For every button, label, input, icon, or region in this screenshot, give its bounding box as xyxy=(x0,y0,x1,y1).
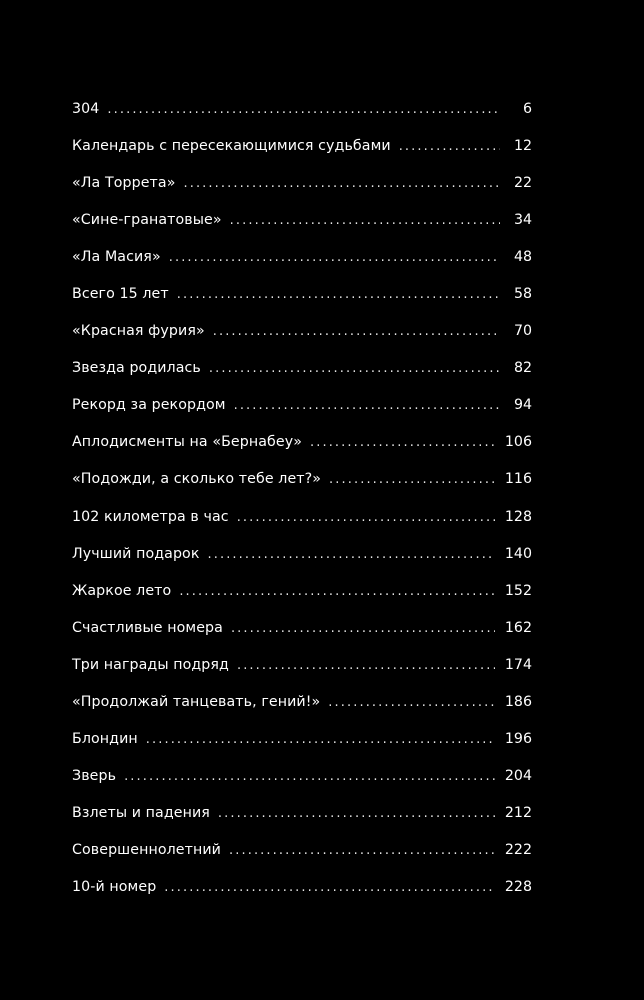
toc-entry-title: Совершеннолетний xyxy=(72,841,222,858)
toc-dot-leader xyxy=(183,172,500,196)
toc-entry-title: Три награды подряд xyxy=(72,656,229,673)
toc-dot-leader xyxy=(107,98,500,122)
toc-entry xyxy=(72,579,532,616)
toc-dot-leader xyxy=(230,209,500,233)
toc-entry xyxy=(72,505,532,542)
toc-entry-page: 116 xyxy=(504,471,532,488)
toc-entry xyxy=(72,801,532,838)
toc-dot-leader xyxy=(179,580,495,604)
toc-entry xyxy=(72,282,532,319)
toc-dot-leader xyxy=(209,357,500,381)
toc-entry-title: «Ла Торрета» xyxy=(72,175,176,192)
toc-dot-leader xyxy=(237,506,495,530)
toc-entry-page: 152 xyxy=(504,582,532,599)
toc-entry-page: 94 xyxy=(513,397,532,414)
toc-entry-page: 12 xyxy=(513,138,532,155)
toc-entry xyxy=(72,653,532,690)
toc-entry-title: «Продолжай танцевать, гений!» xyxy=(72,693,321,710)
toc-dot-leader xyxy=(329,468,495,492)
toc-entry xyxy=(72,171,532,208)
toc-entry-title: Аплодисменты на «Бернабеу» xyxy=(72,434,302,451)
toc-entry-page: 174 xyxy=(504,656,532,673)
toc-entry-title: Жаркое лето xyxy=(72,582,172,599)
toc-dot-leader xyxy=(177,283,500,307)
toc-entry xyxy=(72,616,532,653)
toc-entry-title: Лучший подарок xyxy=(72,545,200,562)
toc-dot-leader xyxy=(328,691,495,715)
toc-dot-leader xyxy=(208,543,495,567)
toc-entry xyxy=(72,208,532,245)
toc-dot-leader xyxy=(237,654,495,678)
toc-dot-leader xyxy=(169,246,500,270)
toc-entry xyxy=(72,727,532,764)
toc-entry-title: «Сине-гранатовые» xyxy=(72,212,222,229)
toc-entry xyxy=(72,393,532,430)
toc-entry-title: «Подожди, а сколько тебе лет?» xyxy=(72,471,322,488)
toc-dot-leader xyxy=(213,320,500,344)
toc-dot-leader xyxy=(234,394,500,418)
toc-entry xyxy=(72,245,532,282)
toc-dot-leader xyxy=(399,135,500,159)
toc-entry-page: 58 xyxy=(513,286,532,303)
toc-entry-page: 34 xyxy=(513,212,532,229)
toc-entry-page: 106 xyxy=(504,434,532,451)
toc-entry xyxy=(72,356,532,393)
toc-entry-page: 128 xyxy=(504,508,532,525)
toc-entry-title: 10-й номер xyxy=(72,878,157,895)
toc-entry-page: 228 xyxy=(504,878,532,895)
toc-entry-page: 196 xyxy=(504,730,532,747)
toc-entry xyxy=(72,542,532,579)
toc-dot-leader xyxy=(124,765,495,789)
toc-dot-leader xyxy=(164,876,495,900)
table-of-contents xyxy=(72,97,532,912)
toc-dot-leader xyxy=(231,617,495,641)
toc-entry xyxy=(72,690,532,727)
toc-entry xyxy=(72,97,532,134)
toc-entry-title: Всего 15 лет xyxy=(72,286,169,303)
toc-entry-title: «Красная фурия» xyxy=(72,323,205,340)
toc-entry-page: 140 xyxy=(504,545,532,562)
toc-entry-title: Зверь xyxy=(72,767,117,784)
toc-entry-title: Звезда родилась xyxy=(72,360,201,377)
toc-dot-leader xyxy=(146,728,495,752)
toc-entry-title: 102 километра в час xyxy=(72,508,229,525)
toc-entry xyxy=(72,764,532,801)
toc-entry-title: Блондин xyxy=(72,730,138,747)
toc-entry-page: 212 xyxy=(504,804,532,821)
toc-entry-page: 222 xyxy=(504,841,532,858)
toc-entry-page: 162 xyxy=(504,619,532,636)
toc-entry-page: 186 xyxy=(504,693,532,710)
toc-entry-title: Взлеты и падения xyxy=(72,804,210,821)
toc-entry-page: 48 xyxy=(513,249,532,266)
toc-entry xyxy=(72,875,532,912)
toc-entry-page: 204 xyxy=(504,767,532,784)
toc-entry-title: Счастливые номера xyxy=(72,619,223,636)
toc-entry-title: 304 xyxy=(72,101,100,117)
toc-entry-title: Календарь с пересекающимися судьбами xyxy=(72,138,391,155)
toc-entry-page: 6 xyxy=(522,101,532,117)
toc-entry-page: 82 xyxy=(513,360,532,377)
toc-entry-title: «Ла Масия» xyxy=(72,249,161,266)
toc-entry xyxy=(72,134,532,171)
toc-dot-leader xyxy=(218,802,495,826)
toc-dot-leader xyxy=(310,431,495,455)
toc-dot-leader xyxy=(229,839,495,863)
toc-entry xyxy=(72,319,532,356)
toc-entry-page: 22 xyxy=(513,175,532,192)
toc-entry xyxy=(72,430,532,467)
toc-entry-page: 70 xyxy=(513,323,532,340)
toc-entry-title: Рекорд за рекордом xyxy=(72,397,226,414)
toc-entry xyxy=(72,838,532,875)
toc-entry xyxy=(72,467,532,504)
